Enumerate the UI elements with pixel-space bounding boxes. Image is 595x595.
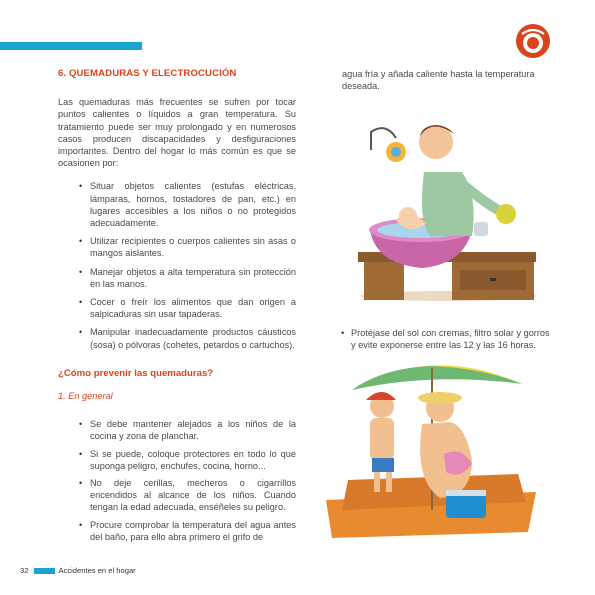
general-list: [58, 418, 296, 543]
causes-list: [58, 180, 296, 350]
page-footer: [20, 566, 136, 575]
list-item: • Manipular inadecuadamente productos cáusticos (sosa) o pólvoras (cohetes, petardos o cartuchos).: [79, 327, 296, 350]
continuation-text: agua fría y añada caliente hasta la temperatura deseada.: [342, 69, 535, 92]
list-item: • Utilizar recipientes o cuerpos calientes sin asas o mangos aislantes.: [79, 236, 296, 259]
sun-protection-item: • Protéjase del sol con cremas, filtro solar y gorros y evite exponerse entre las 12 y las 16 horas.: [341, 328, 550, 351]
list-item: • Si se puede, coloque protectores en todo lo que suponga peligro, enchufes, cocina, horno...: [79, 448, 296, 471]
list-item: • Se debe mantener alejados a los niños de la cocina y zona de planchar.: [79, 419, 296, 442]
intro-paragraph: Las quemaduras más frecuentes se sufren por tocar puntos calientes o líquidos a gran temperatura. Su tratamiento puede ser muy prolongado y en numerosos casos producen discapacidades y desfiguraciones importantes. Dentro del hogar lo más común es que se ocasionen por:: [58, 97, 296, 169]
beach-illustration: [322, 360, 542, 550]
section-title: 6. QUEMADURAS Y ELECTROCUCIÓN: [58, 68, 237, 79]
page-number: 32: [20, 566, 29, 575]
right-continuation: [342, 68, 556, 92]
list-item: • Procure comprobar la temperatura del agua antes del baño, para ello abra primero el grifo de: [79, 519, 296, 542]
top-accent-bar: [0, 42, 142, 50]
list-item: • Manejar objetos a alta temperatura sin protección en las manos.: [79, 266, 296, 289]
list-item: • Cocer o freír los alimentos que dan origen a salpicaduras sin usar tapaderas.: [79, 297, 296, 320]
left-column: [58, 68, 296, 548]
list-item: • Situar objetos calientes (estufas eléctricas, lámparas, hornos, tostadores de pan, etc.) en lugares accesibles a los niños o no protegidos adecuadamente.: [79, 181, 296, 229]
brand-logo: [514, 22, 552, 60]
footer-title: Accidentes en el hogar: [58, 566, 136, 575]
subsection-heading: 1. En general: [58, 391, 113, 402]
footer-accent-bar: [34, 568, 55, 574]
prevent-heading: ¿Cómo prevenir las quemaduras?: [58, 367, 214, 379]
bath-illustration: [356, 112, 536, 302]
list-item: • No deje cerillas, mecheros o cigarrillos encendidos al alcance de los niños. Cuando tengan la edad adecuada, enséñeles su peligro.: [79, 478, 296, 513]
